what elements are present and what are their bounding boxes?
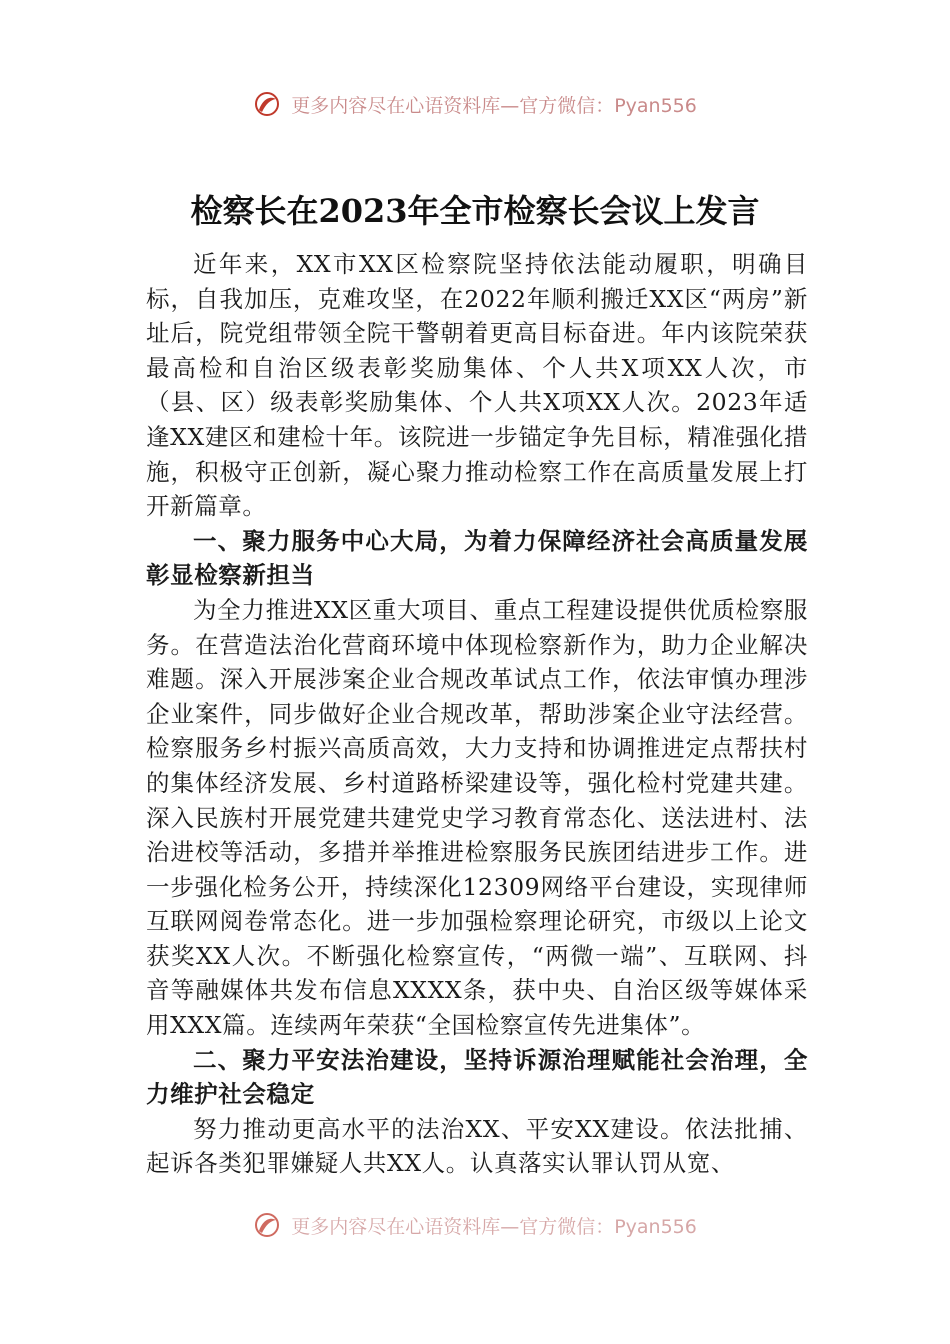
document-body xyxy=(146,247,808,1181)
section-heading-1: 一、聚力服务中心大局，为着力保障经济社会高质量发展彰显检察新担当 xyxy=(146,526,808,590)
brand-logo-icon xyxy=(253,1211,281,1239)
watermark-text: 更多内容尽在心语资料库—官方微信：Pyan556 xyxy=(291,94,697,117)
paragraph-section-2: 努力推动更高水平的法治XX、平安XX建设。依法批捕、起诉各类犯罪嫌疑人共XX人。认真落实认罪认罚从宽、 xyxy=(146,1114,808,1178)
brand-logo-icon xyxy=(253,90,281,118)
paragraph-section-1: 为全力推进XX区重大项目、重点工程建设提供优质检察服务。在营造法治化营商环境中体现检察新作为，助力企业解决难题。深入开展涉案企业合规改革试点工作，依法审慎办理涉企业案件，同步做好企业合规改革，帮助涉案企业守法经营。检察服务乡村振兴高质高效，大力支持和协调推进定点帮扶村的集体经济发展、乡村道路桥梁建设等，强化检村党建共建。深入民族村开展党建共建党史学习教育常态化、送法进村、法治进校等活动，多措并举推进检察服务民族团结进步工作。进一步强化检务公开，持续深化12309网络平台建设，实现律师互联网阅卷常态化。进一步加强检察理论研究，市级以上论文获奖XX人次。不断强化检察宣传，“两微一端”、互联网、抖音等融媒体共发布信息XXXX条，获中央、自治区级等媒体采用XXX篇。连续两年荣获“全国检察宣传先进集体”。 xyxy=(146,595,808,1040)
section-heading-2: 二、聚力平安法治建设，坚持诉源治理赋能社会治理，全力维护社会稳定 xyxy=(146,1045,808,1109)
watermark-top xyxy=(0,90,950,118)
document-title: 检察长在2023年全市检察长会议上发言 xyxy=(190,192,760,230)
paragraph-intro: 近年来，XX市XX区检察院坚持依法能动履职，明确目标，自我加压，克难攻坚，在2022年顺利搬迁XX区“两房”新址后，院党组带领全院干警朝着更高目标奋进。年内该院荣获最高检和自治区级表彰奖励集体、个人共X项XX人次，市（县、区）级表彰奖励集体、个人共X项XX人次。2023年适逢XX建区和建检十年。该院进一步锚定争先目标，精准强化措施，积极守正创新，凝心聚力推动检察工作在高质量发展上打开新篇章。 xyxy=(146,250,808,521)
watermark-bottom xyxy=(0,1211,950,1239)
watermark-text: 更多内容尽在心语资料库—官方微信：Pyan556 xyxy=(291,1215,697,1238)
